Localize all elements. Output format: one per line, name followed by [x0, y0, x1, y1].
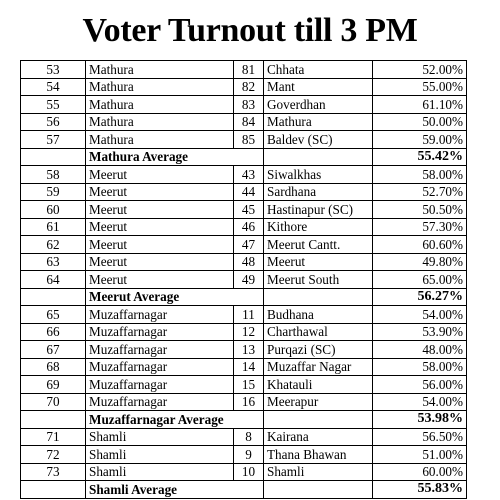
table-row — [21, 183, 467, 201]
turnout-table-body — [21, 61, 467, 499]
constituency-cell: Goverdhan — [264, 96, 373, 114]
turnout-cell: 57.30% — [373, 218, 467, 236]
table-row — [21, 428, 467, 446]
turnout-cell: 48.00% — [373, 341, 467, 359]
table-row — [21, 166, 467, 184]
constituency-cell: Kairana — [264, 428, 373, 446]
empty-cell — [21, 148, 86, 166]
district-cell: Meerut — [86, 271, 234, 289]
table-row — [21, 131, 467, 149]
serial-number-cell: 55 — [21, 96, 86, 114]
constituency-cell: Meerut South — [264, 271, 373, 289]
turnout-cell: 58.00% — [373, 166, 467, 184]
table-row — [21, 341, 467, 359]
assembly-number-cell: 9 — [234, 446, 264, 464]
turnout-cell: 51.00% — [373, 446, 467, 464]
turnout-cell: 50.00% — [373, 113, 467, 131]
table-row — [21, 323, 467, 341]
district-cell: Meerut — [86, 236, 234, 254]
constituency-cell: Charthawal — [264, 323, 373, 341]
assembly-number-cell: 47 — [234, 236, 264, 254]
assembly-number-cell: 48 — [234, 253, 264, 271]
turnout-cell: 53.90% — [373, 323, 467, 341]
average-row — [21, 148, 467, 166]
empty-cell — [21, 288, 86, 306]
constituency-cell: Meerut — [264, 253, 373, 271]
assembly-number-cell: 12 — [234, 323, 264, 341]
assembly-number-cell: 8 — [234, 428, 264, 446]
district-cell: Shamli — [86, 463, 234, 481]
serial-number-cell: 59 — [21, 183, 86, 201]
district-cell: Muzaffarnagar — [86, 393, 234, 411]
serial-number-cell: 54 — [21, 78, 86, 96]
turnout-cell: 59.00% — [373, 131, 467, 149]
district-cell: Shamli — [86, 446, 234, 464]
constituency-cell: Baldev (SC) — [264, 131, 373, 149]
assembly-number-cell: 13 — [234, 341, 264, 359]
assembly-number-cell: 49 — [234, 271, 264, 289]
table-row — [21, 306, 467, 324]
table-row — [21, 236, 467, 254]
district-cell: Meerut — [86, 218, 234, 236]
serial-number-cell: 67 — [21, 341, 86, 359]
district-average-label: Mathura Average — [86, 148, 264, 166]
district-average-label: Meerut Average — [86, 288, 264, 306]
constituency-cell: Siwalkhas — [264, 166, 373, 184]
constituency-cell: Hastinapur (SC) — [264, 201, 373, 219]
serial-number-cell: 66 — [21, 323, 86, 341]
district-average-value: 56.27% — [373, 288, 467, 306]
serial-number-cell: 68 — [21, 358, 86, 376]
turnout-cell: 61.10% — [373, 96, 467, 114]
constituency-cell: Kithore — [264, 218, 373, 236]
constituency-cell: Meerapur — [264, 393, 373, 411]
constituency-cell: Mant — [264, 78, 373, 96]
table-row — [21, 201, 467, 219]
constituency-cell: Mathura — [264, 113, 373, 131]
district-cell: Muzaffarnagar — [86, 341, 234, 359]
constituency-cell: Muzaffar Nagar — [264, 358, 373, 376]
district-cell: Mathura — [86, 131, 234, 149]
turnout-table — [20, 60, 467, 499]
table-row — [21, 376, 467, 394]
constituency-cell: Meerut Cantt. — [264, 236, 373, 254]
turnout-cell: 54.00% — [373, 393, 467, 411]
turnout-cell: 49.80% — [373, 253, 467, 271]
district-cell: Meerut — [86, 166, 234, 184]
turnout-cell: 56.00% — [373, 376, 467, 394]
assembly-number-cell: 83 — [234, 96, 264, 114]
table-row — [21, 96, 467, 114]
page-title: Voter Turnout till 3 PM — [82, 12, 418, 49]
district-average-value: 53.98% — [373, 411, 467, 429]
constituency-cell: Khatauli — [264, 376, 373, 394]
assembly-number-cell: 10 — [234, 463, 264, 481]
serial-number-cell: 73 — [21, 463, 86, 481]
serial-number-cell: 60 — [21, 201, 86, 219]
serial-number-cell: 62 — [21, 236, 86, 254]
table-row — [21, 61, 467, 79]
district-cell: Muzaffarnagar — [86, 358, 234, 376]
table-row — [21, 358, 467, 376]
assembly-number-cell: 81 — [234, 61, 264, 79]
turnout-cell: 50.50% — [373, 201, 467, 219]
assembly-number-cell: 14 — [234, 358, 264, 376]
serial-number-cell: 53 — [21, 61, 86, 79]
district-average-label: Shamli Average — [86, 481, 264, 499]
turnout-cell: 54.00% — [373, 306, 467, 324]
district-cell: Muzaffarnagar — [86, 376, 234, 394]
district-cell: Meerut — [86, 183, 234, 201]
serial-number-cell: 65 — [21, 306, 86, 324]
serial-number-cell: 58 — [21, 166, 86, 184]
turnout-cell: 60.60% — [373, 236, 467, 254]
average-row — [21, 481, 467, 499]
turnout-cell: 52.00% — [373, 61, 467, 79]
assembly-number-cell: 82 — [234, 78, 264, 96]
constituency-cell: Chhata — [264, 61, 373, 79]
assembly-number-cell: 45 — [234, 201, 264, 219]
assembly-number-cell: 11 — [234, 306, 264, 324]
table-row — [21, 271, 467, 289]
table-row — [21, 446, 467, 464]
serial-number-cell: 71 — [21, 428, 86, 446]
assembly-number-cell: 46 — [234, 218, 264, 236]
table-row — [21, 218, 467, 236]
serial-number-cell: 63 — [21, 253, 86, 271]
serial-number-cell: 70 — [21, 393, 86, 411]
serial-number-cell: 61 — [21, 218, 86, 236]
district-cell: Muzaffarnagar — [86, 323, 234, 341]
assembly-number-cell: 85 — [234, 131, 264, 149]
district-average-label: Muzaffarnagar Average — [86, 411, 264, 429]
turnout-cell: 65.00% — [373, 271, 467, 289]
assembly-number-cell: 84 — [234, 113, 264, 131]
constituency-cell: Shamli — [264, 463, 373, 481]
empty-cell — [264, 481, 373, 499]
table-row — [21, 393, 467, 411]
assembly-number-cell: 43 — [234, 166, 264, 184]
district-cell: Meerut — [86, 253, 234, 271]
turnout-cell: 52.70% — [373, 183, 467, 201]
empty-cell — [21, 411, 86, 429]
empty-cell — [264, 288, 373, 306]
serial-number-cell: 64 — [21, 271, 86, 289]
district-cell: Muzaffarnagar — [86, 306, 234, 324]
empty-cell — [264, 148, 373, 166]
empty-cell — [264, 411, 373, 429]
assembly-number-cell: 16 — [234, 393, 264, 411]
district-cell: Mathura — [86, 96, 234, 114]
assembly-number-cell: 15 — [234, 376, 264, 394]
turnout-cell: 58.00% — [373, 358, 467, 376]
assembly-number-cell: 44 — [234, 183, 264, 201]
average-row — [21, 288, 467, 306]
serial-number-cell: 57 — [21, 131, 86, 149]
serial-number-cell: 69 — [21, 376, 86, 394]
district-cell: Mathura — [86, 61, 234, 79]
constituency-cell: Thana Bhawan — [264, 446, 373, 464]
serial-number-cell: 56 — [21, 113, 86, 131]
turnout-cell: 60.00% — [373, 463, 467, 481]
district-cell: Mathura — [86, 113, 234, 131]
table-row — [21, 253, 467, 271]
constituency-cell: Sardhana — [264, 183, 373, 201]
constituency-cell: Purqazi (SC) — [264, 341, 373, 359]
serial-number-cell: 72 — [21, 446, 86, 464]
turnout-cell: 55.00% — [373, 78, 467, 96]
table-row — [21, 463, 467, 481]
district-average-value: 55.83% — [373, 481, 467, 499]
district-average-value: 55.42% — [373, 148, 467, 166]
table-row — [21, 78, 467, 96]
table-row — [21, 113, 467, 131]
district-cell: Mathura — [86, 78, 234, 96]
district-cell: Shamli — [86, 428, 234, 446]
district-cell: Meerut — [86, 201, 234, 219]
average-row — [21, 411, 467, 429]
constituency-cell: Budhana — [264, 306, 373, 324]
empty-cell — [21, 481, 86, 499]
turnout-cell: 56.50% — [373, 428, 467, 446]
